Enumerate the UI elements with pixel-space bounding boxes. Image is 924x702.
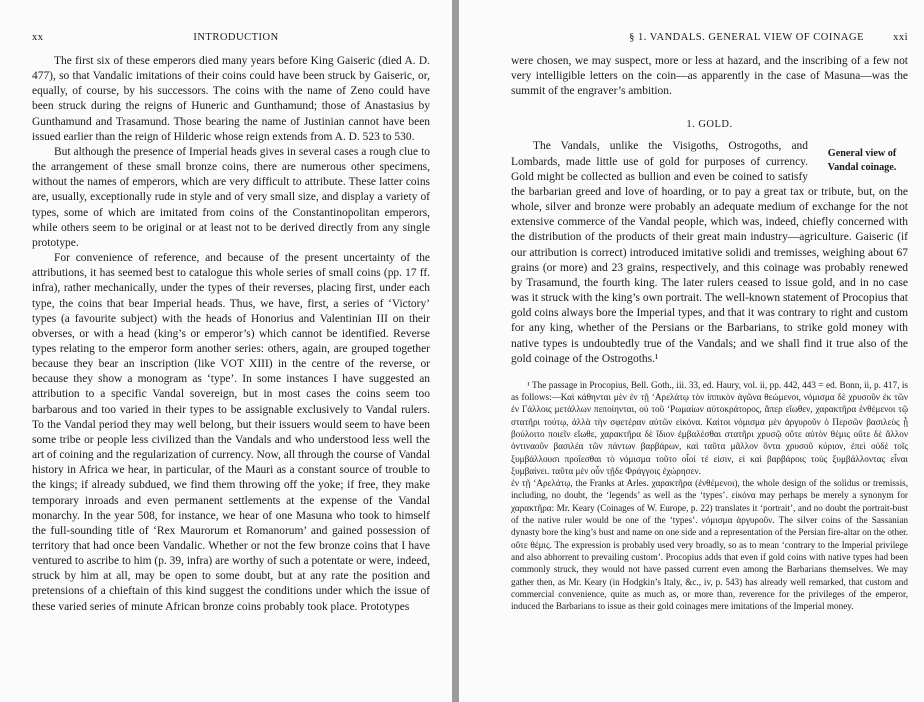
page-number-left: xx bbox=[32, 32, 44, 43]
book-gutter bbox=[452, 0, 459, 702]
left-page bbox=[0, 0, 452, 702]
footnote-text: ἐν τῇ ‘Αρελάτῳ, the Franks at Arles. χαρακτῆρα (ἐνθέμενοι), the whole design of the solidus or tremissis, including, no doubt, the ‘legends’ as well as the ‘types’. εἰκόνα may perhaps be merely a synonym for χαρακτῆρα: Mr. Keary (Coinages of W. Europe, p. 22) translates it ‘portrait’, and no doubt the portrait-bust of the native ruler would be one of the ‘types’. νόμισμα ἀργυροῦν. The silver coins of the Sassanian dynasty bore the king’s bust and name on one side and a representation of the Persian fire-altar on the other. οὔτε θέμις. The expression is probably used very broadly, so as to mean ‘contrary to the Imperial privilege and also abhorrent to prevailing custom’. Procopius adds that even if gold coins with native types had been commonly struck, they would not have passed current even among the Barbarians themselves. We may gather then, as Mr. Keary (in Hodgkin’s Italy, &c., iv, p. 543) has already well remarked, that custom and commercial convenience, quite as much as, or more than, reverence for the privileges of the emperor, induced the Barbarians to issue as their gold coinages mere imitations of the Imperial money. bbox=[511, 478, 908, 612]
footnote bbox=[511, 379, 908, 613]
paragraph: But although the presence of Imperial heads gives in several cases a rough clue to the arrangement of these small bronze coins, there are numerous other specimens, without the names of emperors, which are very difficult to attribute. These latter coins are, usually, exceptionally rude in style and of very small size, and display a variety of types, some of which are imitated from coins of the Constantinopolitan emperors, while others seem to be original or at least not to be derived directly from any single prototype. bbox=[32, 145, 430, 249]
running-header-left bbox=[32, 32, 430, 54]
paragraph: The Vandals, unlike the Visigoths, Ostrogoths, and Lombards, made little use of gold for purposes of currency. Gold might be collected as bullion and even be coined to satisfy the barbarian greed and love of hoarding, or to pay a great tax or tribute, but, on the whole, silver and bronze were probably an adequate medium of exchange for the not extensive commerce of the Vandal people, which was, indeed, chiefly concerned with the distribution of the products of their great main industry—agriculture. Gaiseric (if our attribution is correct) introduced imitative solidi and tremisses, weighing about 67 grains (or more) and 23 grains, respectively, and this coinage was probably renewed by Trasamund, the fourth king. The later rulers ceased to issue gold, and in no case was it struck with the king’s own portrait. The well-known statement of Procopius that gold coins always bore the Imperial types, and that it was contrary to right and custom for any king, whether of the Persians or the Barbarians, to strike gold money with native types is undoubtedly true of the Vandals; and we shall find it true also of the gold coinage of the Ostrogoths.¹ bbox=[511, 140, 908, 365]
running-head-title-left: INTRODUCTION bbox=[193, 32, 279, 43]
running-header-right bbox=[511, 32, 908, 54]
footnote-text: ¹ The passage in Procopius, Bell. Goth., iii. 33, ed. Haury, vol. ii, pp. 442, 443 = ed. Bonn, ii, p. 417, is as follows:—Καὶ κάθηνται μὲν ἐν τῇ ‘Αρελάτῳ τὸν ἱππικὸν ἀγῶνα θεώμενοι, νόμισμα δὲ χρυσοῦν ἐκ τῶν ἐν Γάλλοις μετάλλων πεποίηνται, οὐ τοῦ ‘Ρωμαίων αὐτοκράτορος, ἅπερ εἴωθεν, χαρακτῆρα ἐνθέμενοι τῷ στατῆρι τούτῳ, ἀλλὰ τὴν σφετέραν αὐτῶν εἰκόνα. Καίτοι νόμισμα μὲν ἀργυροῦν ὁ Περσῶν βασιλεὺς ᾗ βούλοιτο ποιεῖν εἴωθε, χαρακτῆρα δὲ ἴδιον ἐμβαλέσθαι στατῆρι χρυσῷ οὔτε αὐτὸν θέμις οὔτε δὲ ἄλλον ὁντιναοῦν βασιλέα τῶν πάντων βαρβάρων, καὶ ταῦτα μᾶλλον ὄντα χρυσοῦ κύριον, ἐπεὶ οὐδὲ τοῖς ξυμβάλλουσι προΐεσθαι τὸ νόμισμα τοῦτο οἷοί τέ εἰσιν, εἰ καὶ βαρβάροις τοὺς ξυμβάλλοντας εἶναι ξυμβαίνει. ταῦτα μὲν οὖν τῇδε Φράγγοις ἐχώρησεν. bbox=[511, 379, 908, 476]
paragraph: The first six of these emperors died many years before King Gaiseric (died A. D. 477), so that Vandalic imitations of their coins could have been struck by Gaiseric, or, equally, of course, by his successors. The coins with the name of Zeno could have been struck during the reigns of Huneric and Gunthamund; those of Anastasius by Gunthamund and Trasamund. Those bearing the name of Justinian cannot have been issued earlier than the reign of Hilderic whose reign extends from A. D. 523 to 530. bbox=[32, 55, 430, 143]
right-page bbox=[459, 0, 924, 702]
running-head-title-right: § 1. VANDALS. GENERAL VIEW OF COINAGE bbox=[629, 32, 864, 43]
paragraph: were chosen, we may suspect, more or less at hazard, and the inscribing of a few not very intelligible letters on the coin—as apparently in the case of Masuna—was the summit of the engraver’s ambition. bbox=[511, 55, 908, 98]
section-heading: 1. GOLD. bbox=[686, 119, 733, 131]
margin-sidenote: General view of Vandal coinage. bbox=[827, 148, 897, 173]
page-number-right: xxi bbox=[893, 32, 908, 43]
paragraph: For convenience of reference, and because of the present uncertainty of the attributions, it has seemed best to catalogue this whole series of small coins (pp. 17 ff. infra), rather mechanically, under the types of their reverses, placing first, under each type, the coins that bear Imperial heads. Thus, we have, first, a series of ‘Victory’ types (a favourite subject) with the heads of Honorius and Valentinian III on their obverses, or with a head (king’s or emperor’s) which cannot be identified. Reverse types relating to the emperor form another series: others, again, are grouped together because they bear an inscription (like VOT XIII) in the centre of the reverse, or because they show a monogram as ‘type’. In some instances I have suggested an attribution to a specific Vandal sovereign, but in most cases the coins seem too barbarous and too varied in their types to be assignable exclusively to Vandal rulers. To the Vandal period they may well belong, but their issuers would seem to have been some tribe or people less civilized than the Vandals and who understood less well the art of coining and the regularization of currency. Now, all through the course of Vandal history in Africa we hear, in particular, of the Mauri as a constant source of trouble to the kings; if already subdued, we find them throwing off the yoke; if free, they make temporary inroads and even permanent settlements at the expense of the Vandal monarchy. In the year 508, for instance, we hear of one Masuna who took to himself the full-sounding title of ‘Rex Maurorum et Romanorum’ and gained possession of territory that had once been Vandalic. Whether or not the few bronze coins that I have ventured to ascribe to him (p. 39, infra) are worthy of such a potentate or were, indeed, struck by him at all, may be open to some doubt, but at any rate the position and pretensions of a chieftain of this kind suggest the conditions under which the issue of these varied series of minute African bronze coins probably took place. Prototypes bbox=[32, 252, 430, 613]
